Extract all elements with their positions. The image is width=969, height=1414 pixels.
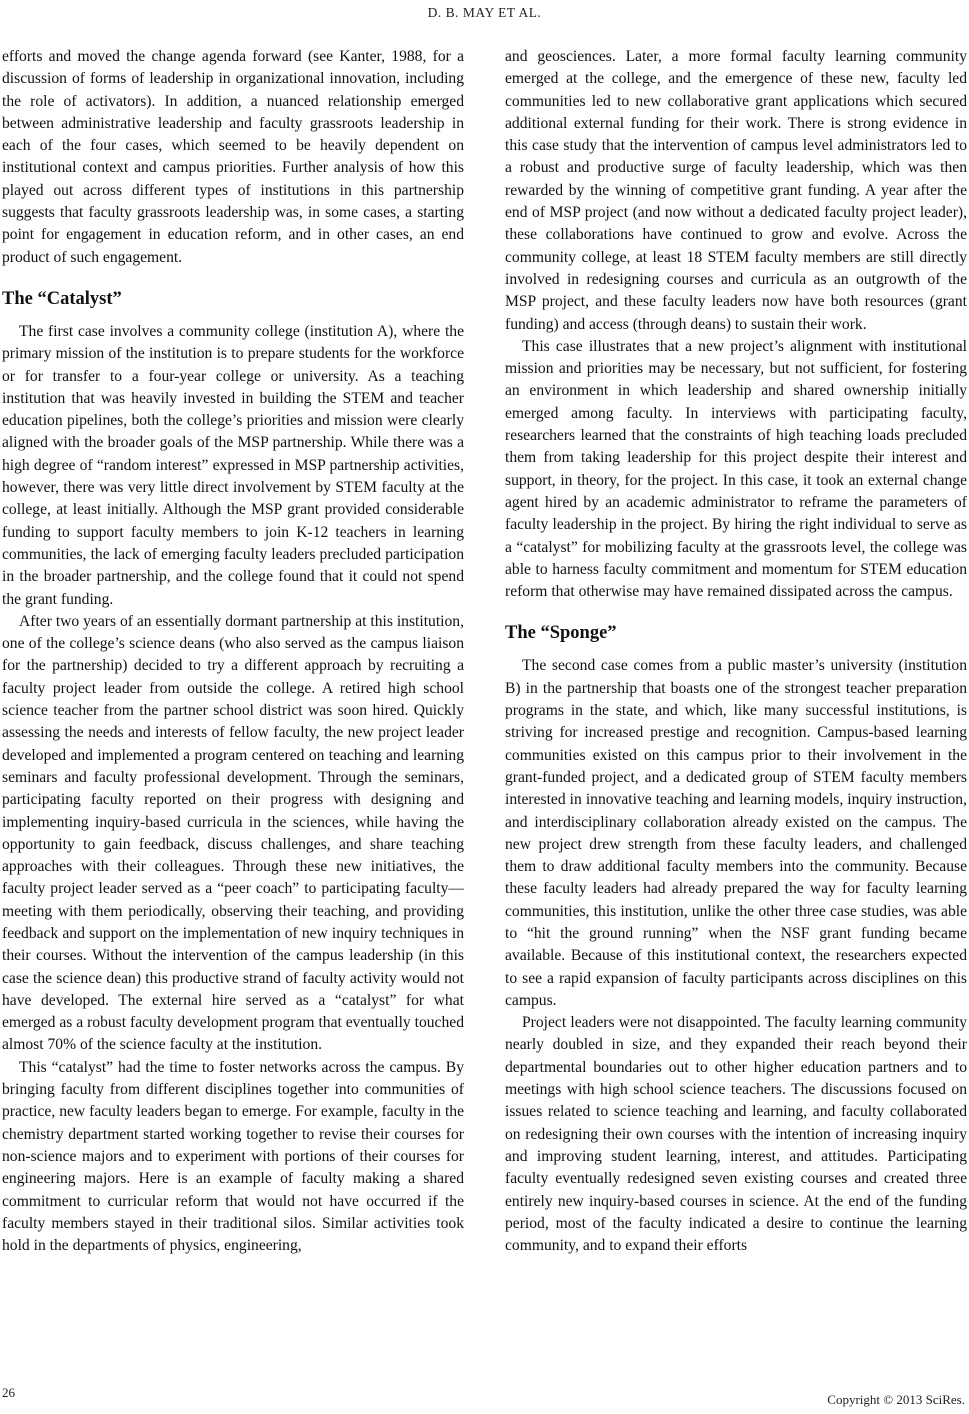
paragraph: efforts and moved the change agenda forward (see Kanter, 1988, for a discussion of forms of leadership in organizational innovation, including the role of activators). In addition, a nuanced relationship emerged between administrative leadership and faculty grassroots leadership in each of the four cases, which seemed to be heavily dependent on institutional context and campus priorities. Further analysis of how this played out across different types of institutions in this partnership suggests that faculty grassroots leadership was, in some cases, a starting point for engagement in education reform, and in other cases, an end product of such engagement. xyxy=(2,48,464,266)
copyright-notice: Copyright © 2013 SciRes. xyxy=(827,1392,965,1407)
section-heading-sponge: The “Sponge” xyxy=(505,623,617,644)
page-number: 26 xyxy=(2,1385,15,1400)
left-column xyxy=(2,46,464,1257)
section-heading-catalyst: The “Catalyst” xyxy=(2,288,122,309)
paragraph: After two years of an essentially dormant partnership at this institution, one of the college’s science deans (who also served as the campus liaison for the partnership) decided to try a different approach by recruiting a faculty project leader from outside the college. A retired high school science teacher from the partner school district was soon hired. Quickly assessing the needs and interests of fellow faculty, the new project leader developed and implemented a program centered on teaching and learning seminars and faculty professional development. Through the seminars, participating faculty reported on their progress with designing and implementing inquiry-based curricula in the sciences, while having the opportunity to gain feedback, discuss challenges, and share teaching approaches with their colleagues. Through these new initiatives, the faculty project leader served as a “peer coach” to participating faculty—meeting with them periodically, observing their teaching, and providing feedback and support on the implementation of new inquiry techniques in their courses. Without the intervention of the campus leadership (in this case the science dean) this productive strand of faculty activity would not have developed. The external hire served as a “catalyst” for what emerged as a robust faculty development program that eventually touched almost 70% of the science faculty at the institution. xyxy=(2,612,464,1054)
paragraph: and geosciences. Later, a more formal faculty learning community emerged at the college, and the emergence of these new, faculty led communities led to new collaborative grant applications which secured additional external funding for their work. There is strong evidence in this case study that the intervention of campus level administrators led to a robust and productive surge of faculty leadership, which was then rewarded by the winning of competitive grant funding. A year after the end of MSP project (and now without a dedicated faculty project leader), these collaborations have continued to grow and evolve. Across the community college, at least 18 STEM faculty members are still directly involved in redesigning courses and curricula as an outgrowth of the MSP project, and these faculty leaders now have both resources (grant funding) and access (through deans) to sustain their work. xyxy=(505,48,967,333)
paragraph: The second case comes from a public master’s university (institution B) in the partnership that boasts one of the strongest teacher preparation programs in the state, and which, like many successful institutions, is striving for increased prestige and recognition. Campus-based learning communities existed on this campus prior to their involvement in the grant-funded project, and a dedicated group of STEM faculty members interested in innovative teaching and learning models, inquiry instruction, and interdisciplinary collaboration already existed on the campus. The new project drew strength from these faculty leaders, and challenged them to draw additional faculty members into the community. Because these faculty leaders had already prepared the way for faculty learning communities, this institution, unlike the other three case studies, was able to “hit the ground running” when the NSF grant funding became available. Because of this institutional context, the researchers expected to see a rapid expansion of faculty participants across disciplines on this campus. xyxy=(505,657,967,1009)
right-column xyxy=(505,46,967,1257)
paragraph: Project leaders were not disappointed. The faculty learning community nearly doubled in size, and they expanded their reach beyond their departmental boundaries out to other higher education partners and to meetings with high school science teachers. The discussions focused on issues related to science teaching and learning, and faculty collaborated on redesigning their own courses with the intention of increasing inquiry and improving student learning, interest, and attitudes. Participating faculty eventually redesigned seven existing courses and created three entirely new inquiry-based courses in science. At the end of the funding period, most of the faculty indicated a desire to continue the learning community, and to expand their efforts xyxy=(505,1014,967,1255)
paragraph: This case illustrates that a new project’s alignment with institutional mission and priorities may be necessary, but not sufficient, for fostering an environment in which leadership and shared ownership initially emerged among faculty. In interviews with participating faculty, researchers learned that the constraints of high teaching loads precluded them from taking leadership for this project despite their interest and support, in theory, for the project. In this case, it took an external change agent hired by an academic administrator to reframe the parameters of faculty leadership in the project. By hiring the right individual to serve as a “catalyst” for mobilizing faculty at the grassroots level, the college was able to harness faculty commitment and momentum for STEM education reform that otherwise may have remained dissipated across the campus. xyxy=(505,337,967,601)
paragraph: This “catalyst” had the time to foster networks across the campus. By bringing faculty from different disciplines together into communities of practice, new faculty leaders began to emerge. For example, faculty in the chemistry department started working together to revise their courses for non-science majors and to experiment with portions of their courses for engineering majors. Here is an example of faculty making a shared commitment to curricular reform that would not have occurred if the faculty members stayed in their traditional silos. Similar activities took hold in the departments of physics, engineering, xyxy=(2,1058,464,1255)
paragraph: The first case involves a community college (institution A), where the primary mission of the institution is to prepare students for the workforce or for transfer to a four-year college or university. As a teaching institution that was heavily invested in building the STEM and teacher education pipelines, both the college’s priorities and mission were clearly aligned with the broader goals of the MSP partnership. While there was a high degree of “random interest” expressed in MSP partnership activities, however, there was very little direct involvement by STEM faculty at the college, at least initially. Although the MSP grant provided considerable funding to support faculty members to join K-12 teachers in learning communities, the lack of emerging faculty leaders precluded participation in the broader partnership, and the college found that it could not spend the grant funding. xyxy=(2,322,464,608)
running-head: D. B. MAY ET AL. xyxy=(427,5,542,20)
